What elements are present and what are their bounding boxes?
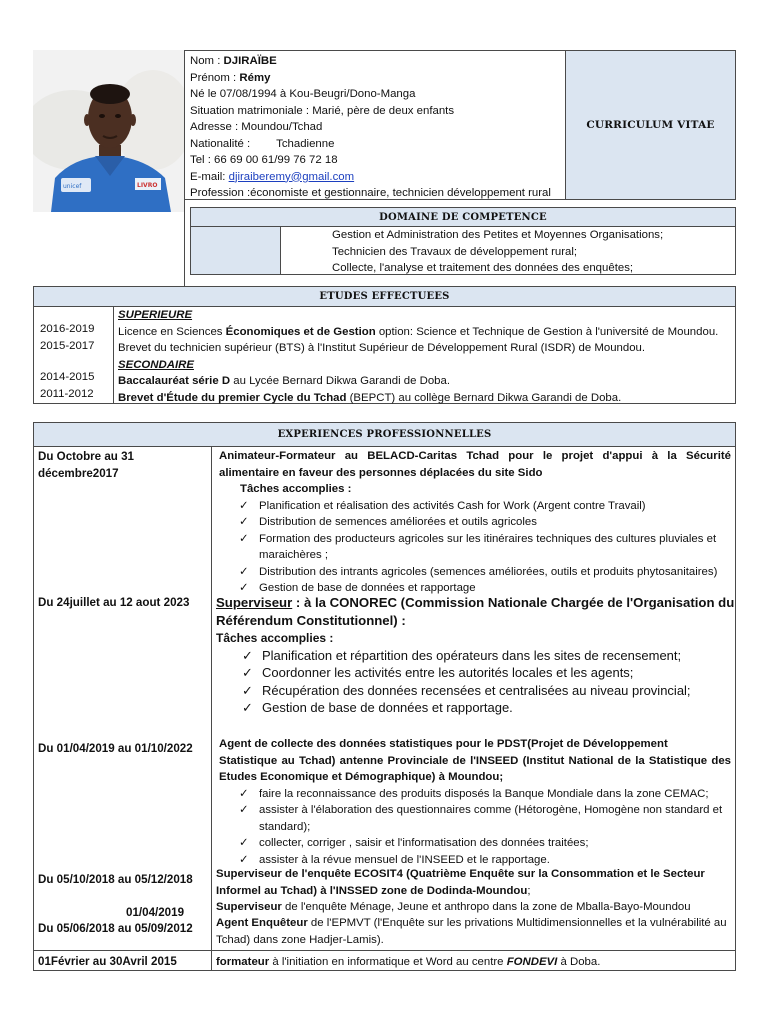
experience-entry: Superviseur : à la CONOREC (Commission Nationale Chargée de l'Organisation du Référendum Constitutionnel) : Tâches accomplies : ✓ Planification et répartition des opérateurs dans les sites de recensement; ✓ Coordonner les activités entre les autorités locales et les agents; ✓ Récupération des données recensées et centralisées au niveau provincial; ✓ Gestion de base de données et rapportage. [216, 595, 735, 716]
check-icon: ✓ [242, 700, 253, 716]
study-entry: Brevet d'Étude du premier Cycle du Tchad (BEPCT) au collège Bernard Dikwa Garandi de Doba. [118, 391, 622, 404]
task-item: ✓ collecter, corriger , saisir et l'informatisation des données traitées; [219, 835, 731, 852]
task-item: ✓ Planification et réalisation des activités Cash for Work (Argent contre Travail) [219, 498, 731, 515]
cv-title-box [565, 50, 736, 200]
task-item: ✓ assister à l'élaboration des questionnaires comme (Hétorogène, Homogène non standard et [219, 802, 731, 819]
first-name-line: Prénom : Rémy [190, 71, 271, 84]
address-line: Adresse : Moundou/Tchad [190, 121, 323, 133]
task-list [216, 647, 732, 717]
superior-label: SUPERIEURE [118, 309, 193, 321]
task-item: ✓ Gestion de base de données et rapportage. [242, 700, 513, 716]
task-item: ✓ faire la reconnaissance des produits disposés la Banque Mondiale dans la zone CEMAC; [219, 786, 731, 803]
competence-title: DOMAINE DE COMPETENCE [379, 211, 547, 223]
check-icon: ✓ [239, 565, 249, 578]
task-item: ✓ Récupération des données recensées et centralisées au niveau provincial; [242, 682, 691, 698]
task-item: ✓ assister à la révue mensuel de l'INSEED et le rapportage. [219, 852, 731, 869]
experience-date: Du 24juillet au 12 aout 2023 [38, 596, 190, 609]
check-icon: ✓ [239, 837, 249, 849]
experience-date: Du Octobre au 31 décembre2017 [38, 450, 134, 480]
study-entry: Licence en Sciences Économiques et de Gestion option: Science et Technique de Gestion à l'université de Moundou. [118, 325, 719, 338]
experience-entry: formateur à l'initiation en informatique et Word au centre FONDEVI à Doba. [216, 956, 601, 968]
email-link[interactable]: djiraiberemy@gmail.com [228, 170, 355, 183]
study-years: 2016-2019 [40, 323, 95, 335]
experience-date: Du 01/04/2019 au 01/10/2022 [38, 742, 193, 755]
competence-item: Gestion et Administration des Petites et Moyennes Organisations; [332, 229, 664, 241]
email-line: E-mail: djiraiberemy@gmail.com [190, 170, 355, 183]
name-line: Nom : DJIRAÏBE [190, 55, 277, 67]
studies-header [33, 286, 736, 307]
experience-date: 01/04/2019 [126, 906, 185, 919]
experience-header [33, 422, 736, 447]
competence-header [190, 207, 736, 227]
check-icon: ✓ [239, 787, 249, 800]
birth-line: Né le 07/08/1994 à Kou-Beugri/Dono-Manga [190, 88, 416, 100]
task-item: ✓ Formation des producteurs agricoles sur les itinéraires techniques des cultures pluviales et [219, 531, 731, 548]
experience-entry: Superviseur de l'enquête ECOSIT4 (Quatrième Enquête sur la Consommation et le Secteur Informel au Tchad) à l'INSSED zone de Dodinda-Moundou; [216, 868, 705, 897]
check-icon: ✓ [242, 647, 253, 663]
check-icon: ✓ [239, 499, 249, 512]
check-icon: ✓ [239, 853, 249, 866]
experience-dates-col [33, 446, 212, 971]
task-item: ✓ Distribution des intrants agricoles (semences améliorées, outils et produits phytosanitaires) [219, 564, 731, 581]
competence-list [280, 226, 736, 275]
study-entry: Brevet du technicien supérieur (BTS) à l'Institut Supérieur de Développement Rural (ISDR) de Moundou. [118, 342, 646, 354]
check-icon: ✓ [242, 665, 253, 681]
studies-years-col [33, 306, 114, 404]
profile-photo [33, 50, 185, 212]
experience-date: 01Février au 30Avril 2015 [38, 955, 177, 968]
check-icon: ✓ [239, 582, 249, 594]
study-years: 2015-2017 [40, 339, 95, 352]
experience-entry: Agent de collecte des données statistiques pour le PDST(Projet de Développement Statistique au Tchad) antenne Provinciale de l'INSEED (Institut National de la Statistique des Etudes Economique et Démographique) à Moundou; ✓ faire la reconnaissance des produits disposés la Banque Mondiale dans la zone CEMAC; ✓ assister à l'élaboration des questionnaires comme (Hétorogène, Homogène non standard et standard); ✓ collecter, corriger , saisir et l'informatisation des données traitées; ✓ assister à la révue mensuel de l'INSEED et le rapportage. [219, 736, 731, 868]
task-item: ✓ Gestion de base de données et rapportage [219, 580, 731, 597]
identity-panel [185, 50, 566, 200]
phone-line: Tel : 66 69 00 61/99 76 72 18 [190, 154, 338, 166]
task-list [219, 786, 731, 869]
experience-date: Du 05/10/2018 au 05/12/2018 [38, 873, 193, 886]
studies-title: ETUDES EFFECTUEES [319, 291, 450, 302]
task-item: ✓ Planification et répartition des opérateurs dans les sites de recensement; [242, 647, 682, 663]
competence-blank-cell [190, 226, 281, 275]
task-item: ✓ Distribution de semences améliorées et outils agricoles [219, 514, 731, 531]
photo-frame [33, 50, 185, 212]
competence-item: Collecte, l'analyse et traitement des données des enquêtes; [332, 262, 634, 274]
check-icon: ✓ [239, 532, 249, 545]
experience-entry: Animateur-Formateur au BELACD-Caritas Tchad pour le projet d'appui à la Sécurité alimentaire en faveur des personnes déplacées du site Sido Tâches accomplies : ✓ Planification et réalisation des activités Cash for Work (Argent contre Travail) ✓ Distribution de semences améliorées et outils agricoles ✓ Formation des producteurs agricoles sur les itinéraires techniques des cultures pluviales et maraichères ; ✓ Distribution des intrants agricoles (semences améliorées, outils et produits phytosanitaires) ✓ Gestion de base de données et rapportage [219, 448, 731, 597]
study-years: 2014-2015 [40, 371, 95, 383]
experience-date: Du 05/06/2018 au 05/09/2012 [38, 922, 193, 935]
competence-item: Technicien des Travaux de développement rural; [332, 245, 578, 258]
divider [184, 200, 185, 286]
marital-status-line: Situation matrimoniale : Marié, père de deux enfants [190, 104, 455, 117]
experience-title: EXPERIENCES PROFESSIONNELLES [277, 429, 492, 440]
check-icon: ✓ [239, 804, 249, 816]
divider [33, 950, 736, 951]
experience-entry: Superviseur de l'enquête Ménage, Jeune et anthropo dans la zone de Mballa-Bayo-Moundou [216, 901, 691, 913]
cv-title: CURRICULUM VITAE [586, 119, 715, 131]
study-entry: Baccalauréat série D au Lycée Bernard Dikwa Garandi de Doba. [118, 375, 450, 387]
task-item-cont: maraichères ; [259, 549, 329, 561]
experience-entry: Agent Enquêteur de l'EPMVT (l'Enquête sur les privations Multidimensionnelles et la vulnérabilité au Tchad) dans zone Hadjer-Lamis). [216, 917, 727, 946]
task-item-cont: standard); [259, 820, 311, 833]
profession-line: Profession :économiste et gestionnaire, technicien développement rural [190, 187, 551, 199]
check-icon: ✓ [242, 682, 253, 698]
svg-text:LIVRO: LIVRO [137, 182, 158, 189]
study-years: 2011-2012 [40, 387, 94, 400]
task-item: ✓ Coordonner les activités entre les autorités locales et les agents; [242, 665, 634, 681]
secondary-label: SECONDAIRE [118, 358, 194, 371]
check-icon: ✓ [239, 516, 249, 528]
studies-details-col [113, 306, 736, 404]
nationality-line: Nationalité : Tchadienne [190, 137, 335, 150]
task-list [219, 498, 731, 597]
svg-text:unicef: unicef [63, 183, 82, 190]
